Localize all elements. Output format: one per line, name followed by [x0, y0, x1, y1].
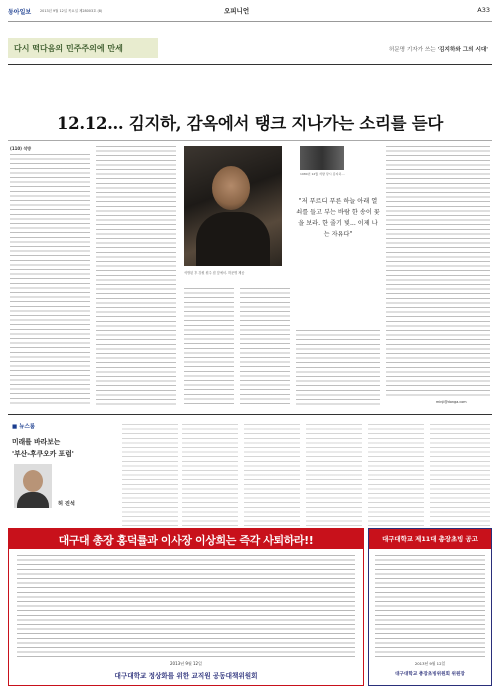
column-text-4 [306, 424, 362, 526]
pull-quote: "저 푸르디 푸른 하늘 아래 열쇠를 들고 부는 바람 한 송이 꽃을 보라. 한 줄기 빛... 이제 나는 자유다" [296, 198, 380, 238]
column-text-2 [182, 424, 238, 526]
column-text-5 [368, 424, 424, 526]
ad-left-body [17, 555, 355, 657]
ad-right-signature: 대구대학교 총장초빙위원회 위원장 [395, 672, 465, 677]
section-label: 오피니언 [224, 7, 250, 15]
body-col-1 [10, 154, 90, 406]
date-line: 2013년 9월 12일 목요일 제28003호 (8) [40, 9, 103, 13]
small-photo [300, 146, 344, 170]
author-email[interactable]: minji@donga.com [436, 400, 467, 404]
ad-right-date: 2013년 9월 12일 [414, 661, 446, 666]
portrait-body [196, 212, 270, 266]
masthead [0, 0, 500, 26]
page-number: A33 [477, 6, 490, 14]
small-photo-caption: 1980년 12월 석방 당시 김지하 ... [300, 172, 346, 176]
ad-right-headline: 대구대학교 제11대 총장초빙 공고 [382, 535, 478, 543]
portrait-photo [184, 146, 282, 266]
body-col-2 [96, 146, 176, 406]
body-col-4b [296, 330, 380, 406]
portrait-face [212, 166, 250, 210]
series-banner [8, 36, 492, 62]
columnist-name: 허 진석 [58, 501, 75, 507]
column-text-3 [244, 424, 300, 526]
series-title: 다시 떡다음의 민주주의에 만세 [8, 38, 158, 58]
paper-name: 동아일보 [8, 9, 32, 16]
column-text-6 [430, 424, 490, 526]
ad-left-signature: 대구대학교 정상화를 위한 교직원 공동대책위원회 [114, 672, 258, 680]
body-col-4 [240, 288, 290, 406]
article-number: (110) 석방 [10, 146, 32, 151]
body-col-3 [184, 288, 234, 406]
body-col-5 [386, 146, 490, 398]
photo-caption: 석방된 후 강원 원주 집 앞에서. 허문명 제공 [184, 271, 245, 275]
ad-left-headline: 대구대 총장 홍덕률과 이사장 이상희는 즉각 사퇴하라!! [58, 534, 314, 547]
column-title: 미래를 바라보는 [12, 438, 61, 446]
newsroom-label: ■ 뉴스룸 [12, 424, 36, 430]
banner-rule [8, 64, 492, 65]
columnist-face [23, 470, 43, 492]
article-headline: 12.12… 김지하, 감옥에서 탱크 지나가는 소리를 듣다 [57, 114, 443, 133]
ad-right [368, 528, 492, 686]
column-subtitle: '부산-후쿠오카 포럼' [12, 450, 74, 458]
columnist-body [17, 492, 49, 508]
headline-rule [8, 140, 492, 141]
newsroom-bullet: ■ [12, 424, 20, 430]
columnist-photo [14, 464, 52, 508]
article-bottom-rule [8, 414, 492, 415]
column-text-1 [122, 424, 178, 526]
masthead-rule [8, 21, 492, 22]
series-subtitle: 허문명 기자가 쓰는 '김지하와 그의 시대' [388, 47, 488, 53]
ad-left [8, 528, 364, 686]
ad-right-body [375, 555, 485, 657]
ad-left-date: 2013년 9월 12일 [170, 661, 202, 666]
